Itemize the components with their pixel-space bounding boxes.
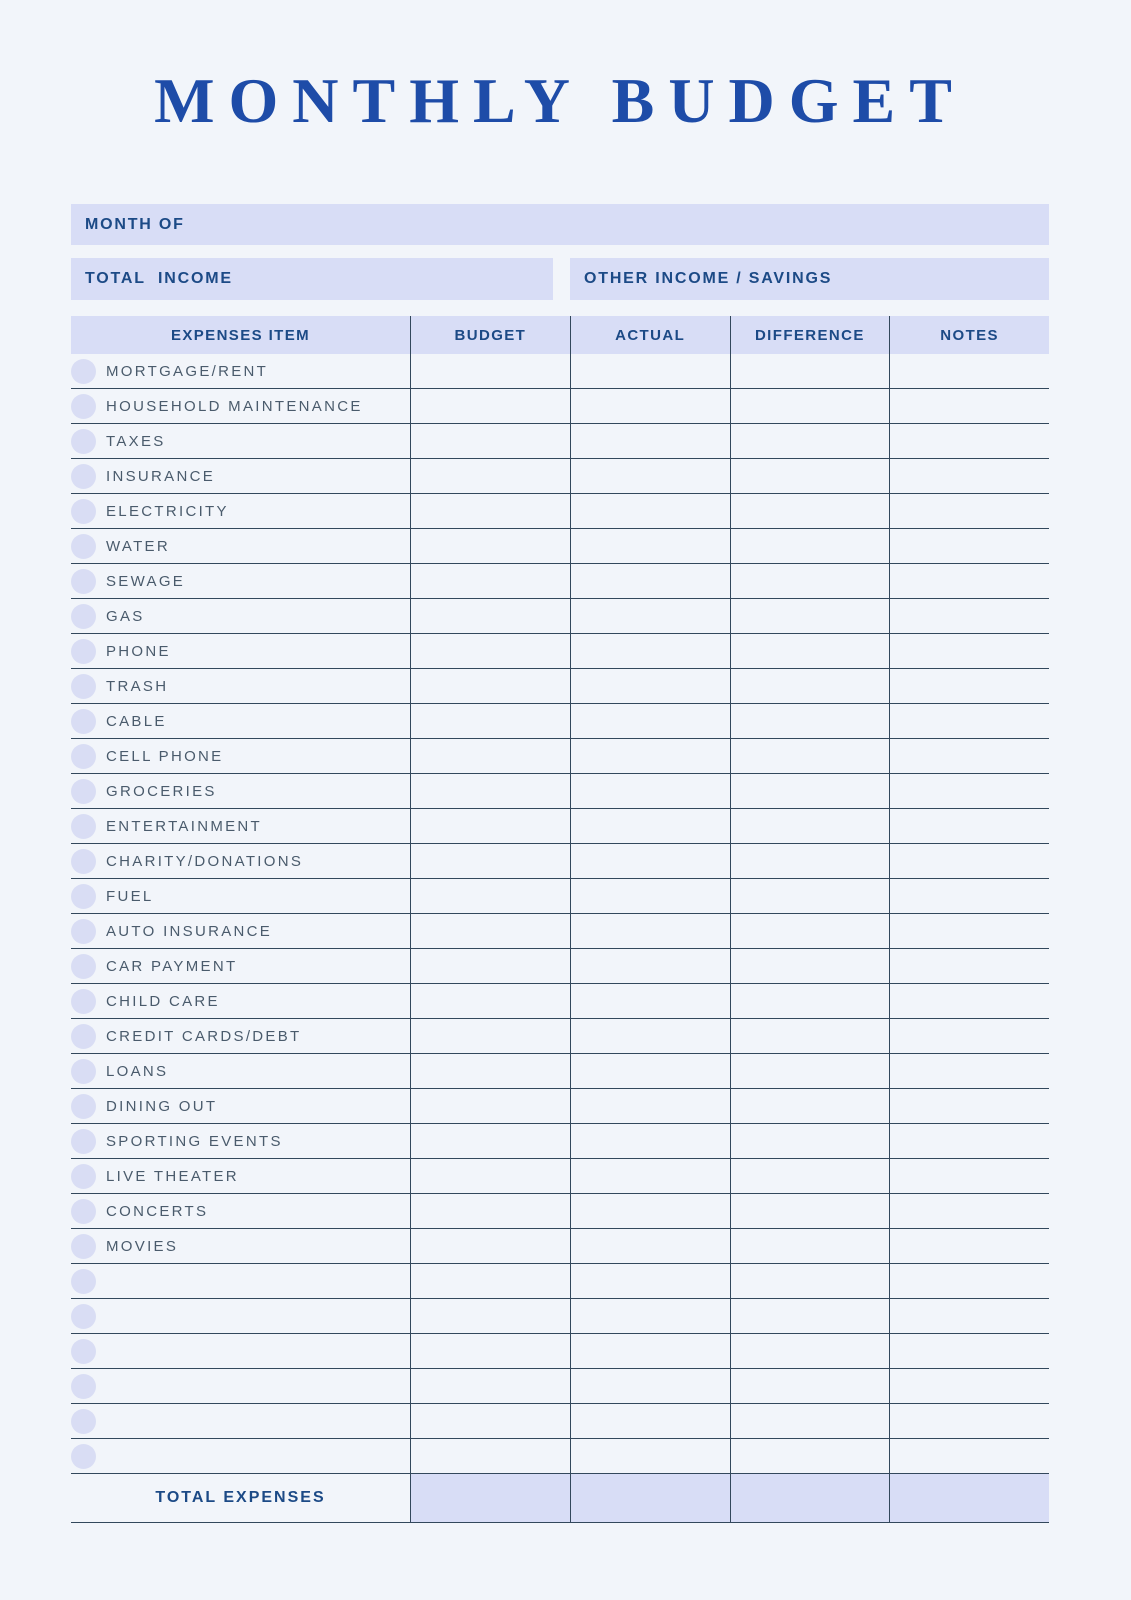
bullet-icon <box>71 744 96 769</box>
expense-item-cell <box>71 809 410 843</box>
expense-row <box>71 844 1049 879</box>
expense-item-cell <box>71 774 410 808</box>
page-title: MONTHLY BUDGET <box>154 65 966 136</box>
notes-cell[interactable] <box>889 984 1049 1018</box>
notes-cell[interactable] <box>889 774 1049 808</box>
actual-cell[interactable] <box>570 1264 730 1298</box>
empty-expense-item-cell[interactable] <box>71 1369 410 1403</box>
expense-item-cell <box>71 599 410 633</box>
expense-item-label: SPORTING EVENTS <box>106 1132 283 1150</box>
budget-cell[interactable] <box>410 1054 570 1088</box>
expense-row <box>71 774 1049 809</box>
actual-cell[interactable] <box>570 354 730 388</box>
expense-row <box>71 809 1049 844</box>
header-actual: ACTUAL <box>570 316 730 354</box>
expense-item-label: INSURANCE <box>106 467 216 485</box>
difference-cell[interactable] <box>730 1229 890 1263</box>
total-income-label: TOTAL INCOME <box>85 270 233 287</box>
expense-row <box>71 1369 1049 1404</box>
bullet-icon <box>71 534 96 559</box>
header-expenses-item: EXPENSES ITEM <box>170 326 311 344</box>
expense-item-label: ENTERTAINMENT <box>106 817 263 835</box>
total-difference-cell[interactable] <box>730 1474 890 1522</box>
bullet-icon <box>71 1024 96 1049</box>
actual-cell[interactable] <box>570 1439 730 1473</box>
actual-cell[interactable] <box>570 1159 730 1193</box>
actual-cell[interactable] <box>570 1054 730 1088</box>
actual-cell[interactable] <box>570 1404 730 1438</box>
empty-expense-item-cell[interactable] <box>71 1439 410 1473</box>
actual-cell[interactable] <box>570 1334 730 1368</box>
expense-row <box>71 1124 1049 1159</box>
expense-row <box>71 529 1049 564</box>
notes-cell[interactable] <box>889 529 1049 563</box>
difference-cell[interactable] <box>730 1299 890 1333</box>
budget-cell[interactable] <box>410 389 570 423</box>
notes-cell[interactable] <box>889 844 1049 878</box>
actual-cell[interactable] <box>570 529 730 563</box>
expense-item-label: MORTGAGE/RENT <box>106 362 269 380</box>
expense-row <box>71 354 1049 389</box>
notes-cell[interactable] <box>889 459 1049 493</box>
difference-cell[interactable] <box>730 634 890 668</box>
expense-row <box>71 424 1049 459</box>
notes-cell[interactable] <box>889 1369 1049 1403</box>
actual-cell[interactable] <box>570 704 730 738</box>
actual-cell[interactable] <box>570 879 730 913</box>
notes-cell[interactable] <box>889 1299 1049 1333</box>
difference-cell[interactable] <box>730 1369 890 1403</box>
notes-cell[interactable] <box>889 669 1049 703</box>
budget-cell[interactable] <box>410 984 570 1018</box>
actual-cell[interactable] <box>570 949 730 983</box>
actual-cell[interactable] <box>570 1089 730 1123</box>
expense-item-label: GAS <box>106 607 145 625</box>
header-notes: NOTES <box>889 316 1049 354</box>
expense-row <box>71 634 1049 669</box>
actual-cell[interactable] <box>570 424 730 458</box>
expense-row <box>71 704 1049 739</box>
notes-cell[interactable] <box>889 739 1049 773</box>
notes-cell[interactable] <box>889 564 1049 598</box>
actual-cell[interactable] <box>570 914 730 948</box>
expense-item-label: CHILD CARE <box>106 992 220 1010</box>
expense-item-label: LIVE THEATER <box>106 1167 239 1185</box>
expense-item-label: CABLE <box>106 712 167 730</box>
expense-item-cell <box>71 1019 410 1053</box>
bullet-icon <box>71 499 96 524</box>
expense-item-cell <box>71 914 410 948</box>
budget-cell[interactable] <box>410 1439 570 1473</box>
difference-cell[interactable] <box>730 1159 890 1193</box>
difference-cell[interactable] <box>730 354 890 388</box>
notes-cell[interactable] <box>889 1334 1049 1368</box>
difference-cell[interactable] <box>730 529 890 563</box>
notes-cell[interactable] <box>889 389 1049 423</box>
notes-cell[interactable] <box>889 1264 1049 1298</box>
expense-row <box>71 1159 1049 1194</box>
budget-cell[interactable] <box>410 1264 570 1298</box>
difference-cell[interactable] <box>730 1264 890 1298</box>
notes-cell[interactable] <box>889 1019 1049 1053</box>
bullet-icon <box>71 919 96 944</box>
actual-cell[interactable] <box>570 599 730 633</box>
bullet-icon <box>71 1059 96 1084</box>
budget-cell[interactable] <box>410 459 570 493</box>
budget-cell[interactable] <box>410 1194 570 1228</box>
notes-cell[interactable] <box>889 1124 1049 1158</box>
notes-cell[interactable] <box>889 1229 1049 1263</box>
notes-cell[interactable] <box>889 354 1049 388</box>
notes-cell[interactable] <box>889 424 1049 458</box>
expense-row <box>71 494 1049 529</box>
bullet-icon <box>71 1164 96 1189</box>
income-section <box>71 258 1049 300</box>
expense-item-cell <box>71 949 410 983</box>
actual-cell[interactable] <box>570 1124 730 1158</box>
header-budget: BUDGET <box>410 316 570 354</box>
expense-item-label: AUTO INSURANCE <box>106 922 273 940</box>
expense-row <box>71 564 1049 599</box>
budget-cell[interactable] <box>410 669 570 703</box>
other-income-savings-label: OTHER INCOME / SAVINGS <box>584 270 833 287</box>
budget-cell[interactable] <box>410 1159 570 1193</box>
expense-item-cell <box>71 1194 410 1228</box>
actual-cell[interactable] <box>570 564 730 598</box>
actual-cell[interactable] <box>570 389 730 423</box>
difference-cell[interactable] <box>730 459 890 493</box>
budget-cell[interactable] <box>410 914 570 948</box>
notes-cell[interactable] <box>889 914 1049 948</box>
expense-row <box>71 914 1049 949</box>
empty-expense-item-cell[interactable] <box>71 1264 410 1298</box>
bullet-icon <box>71 359 96 384</box>
budget-cell[interactable] <box>410 739 570 773</box>
budget-cell[interactable] <box>410 424 570 458</box>
total-expenses-label: TOTAL EXPENSES <box>155 1489 326 1506</box>
bullet-icon <box>71 884 96 909</box>
expenses-table-body <box>71 354 1049 1474</box>
expense-item-label: CELL PHONE <box>106 747 224 765</box>
actual-cell[interactable] <box>570 1299 730 1333</box>
expense-row <box>71 949 1049 984</box>
actual-cell[interactable] <box>570 1369 730 1403</box>
budget-cell[interactable] <box>410 809 570 843</box>
budget-cell[interactable] <box>410 1299 570 1333</box>
bullet-icon <box>71 814 96 839</box>
budget-cell[interactable] <box>410 1404 570 1438</box>
total-expenses-row <box>71 1474 1049 1523</box>
expense-row <box>71 984 1049 1019</box>
expense-item-cell <box>71 1159 410 1193</box>
expense-row <box>71 1264 1049 1299</box>
expense-item-cell <box>71 389 410 423</box>
actual-cell[interactable] <box>570 844 730 878</box>
bullet-icon <box>71 1444 96 1469</box>
difference-cell[interactable] <box>730 1439 890 1473</box>
budget-cell[interactable] <box>410 879 570 913</box>
expense-item-cell <box>71 1124 410 1158</box>
expense-row <box>71 1194 1049 1229</box>
other-income-savings-bar <box>570 258 1049 300</box>
bullet-icon <box>71 394 96 419</box>
bullet-icon <box>71 1269 96 1294</box>
other-income-savings-input-area[interactable] <box>832 258 1049 300</box>
expense-item-cell <box>71 1089 410 1123</box>
expense-item-cell <box>71 1054 410 1088</box>
difference-cell[interactable] <box>730 704 890 738</box>
expense-item-cell <box>71 879 410 913</box>
actual-cell[interactable] <box>570 634 730 668</box>
bullet-icon <box>71 849 96 874</box>
month-of-label: MONTH OF <box>85 215 185 233</box>
expense-item-label: LOANS <box>106 1062 169 1080</box>
expenses-table-header <box>71 316 1049 354</box>
budget-cell[interactable] <box>410 564 570 598</box>
notes-cell[interactable] <box>889 494 1049 528</box>
expense-item-label: HOUSEHOLD MAINTENANCE <box>106 397 363 415</box>
month-of-input-area[interactable] <box>185 204 1049 245</box>
expense-item-label: ELECTRICITY <box>106 502 229 520</box>
difference-cell[interactable] <box>730 1404 890 1438</box>
expense-row <box>71 1334 1049 1369</box>
expense-item-label: SEWAGE <box>106 572 186 590</box>
budget-cell[interactable] <box>410 1019 570 1053</box>
total-budget-cell[interactable] <box>410 1474 570 1522</box>
difference-cell[interactable] <box>730 949 890 983</box>
expenses-table <box>71 316 1049 1523</box>
notes-cell[interactable] <box>889 599 1049 633</box>
empty-expense-item-cell[interactable] <box>71 1334 410 1368</box>
difference-cell[interactable] <box>730 879 890 913</box>
notes-cell[interactable] <box>889 1159 1049 1193</box>
expense-row <box>71 1089 1049 1124</box>
actual-cell[interactable] <box>570 809 730 843</box>
expense-item-cell <box>71 459 410 493</box>
expense-item-cell <box>71 669 410 703</box>
bullet-icon <box>71 954 96 979</box>
expense-row <box>71 599 1049 634</box>
expense-item-cell <box>71 1229 410 1263</box>
expense-row <box>71 459 1049 494</box>
bullet-icon <box>71 1374 96 1399</box>
budget-cell[interactable] <box>410 1334 570 1368</box>
bullet-icon <box>71 429 96 454</box>
expense-item-label: WATER <box>106 537 170 555</box>
budget-cell[interactable] <box>410 844 570 878</box>
expense-row <box>71 1054 1049 1089</box>
difference-cell[interactable] <box>730 494 890 528</box>
expense-item-cell <box>71 634 410 668</box>
expense-item-cell <box>71 564 410 598</box>
notes-cell[interactable] <box>889 634 1049 668</box>
difference-cell[interactable] <box>730 739 890 773</box>
expense-item-cell <box>71 844 410 878</box>
expense-row <box>71 739 1049 774</box>
expense-item-cell <box>71 354 410 388</box>
empty-expense-item-cell[interactable] <box>71 1299 410 1333</box>
notes-cell[interactable] <box>889 1404 1049 1438</box>
actual-cell[interactable] <box>570 1229 730 1263</box>
notes-cell[interactable] <box>889 1439 1049 1473</box>
expense-item-cell <box>71 704 410 738</box>
difference-cell[interactable] <box>730 774 890 808</box>
total-income-bar <box>71 258 553 300</box>
budget-cell[interactable] <box>410 1089 570 1123</box>
bullet-icon <box>71 709 96 734</box>
bullet-icon <box>71 1094 96 1119</box>
expense-item-label: TAXES <box>106 432 166 450</box>
expense-row <box>71 1299 1049 1334</box>
bullet-icon <box>71 779 96 804</box>
difference-cell[interactable] <box>730 844 890 878</box>
difference-cell[interactable] <box>730 1054 890 1088</box>
expense-item-label: FUEL <box>106 887 154 905</box>
expense-item-cell <box>71 984 410 1018</box>
total-actual-cell[interactable] <box>570 1474 730 1522</box>
bullet-icon <box>71 569 96 594</box>
actual-cell[interactable] <box>570 739 730 773</box>
notes-cell[interactable] <box>889 1054 1049 1088</box>
budget-cell[interactable] <box>410 494 570 528</box>
bullet-icon <box>71 1234 96 1259</box>
budget-cell[interactable] <box>410 634 570 668</box>
difference-cell[interactable] <box>730 564 890 598</box>
expense-row <box>71 669 1049 704</box>
difference-cell[interactable] <box>730 669 890 703</box>
expense-row <box>71 1229 1049 1264</box>
actual-cell[interactable] <box>570 984 730 1018</box>
budget-cell[interactable] <box>410 774 570 808</box>
empty-expense-item-cell[interactable] <box>71 1404 410 1438</box>
bullet-icon <box>71 639 96 664</box>
total-income-input-area[interactable] <box>233 258 553 300</box>
expense-row <box>71 879 1049 914</box>
notes-cell[interactable] <box>889 1194 1049 1228</box>
bullet-icon <box>71 1339 96 1364</box>
expense-item-cell <box>71 424 410 458</box>
expense-row <box>71 389 1049 424</box>
difference-cell[interactable] <box>730 809 890 843</box>
actual-cell[interactable] <box>570 1019 730 1053</box>
budget-cell[interactable] <box>410 704 570 738</box>
expense-item-label: GROCERIES <box>106 782 217 800</box>
notes-cell[interactable] <box>889 704 1049 738</box>
expense-row <box>71 1019 1049 1054</box>
budget-cell[interactable] <box>410 1369 570 1403</box>
notes-cell[interactable] <box>889 879 1049 913</box>
notes-cell[interactable] <box>889 949 1049 983</box>
difference-cell[interactable] <box>730 389 890 423</box>
total-notes-cell[interactable] <box>889 1474 1049 1522</box>
budget-cell[interactable] <box>410 354 570 388</box>
bullet-icon <box>71 604 96 629</box>
difference-cell[interactable] <box>730 1089 890 1123</box>
expense-item-label: CHARITY/DONATIONS <box>106 852 304 870</box>
bullet-icon <box>71 1199 96 1224</box>
expense-row <box>71 1404 1049 1439</box>
budget-cell[interactable] <box>410 1229 570 1263</box>
expense-item-label: TRASH <box>106 677 169 695</box>
budget-cell[interactable] <box>410 1124 570 1158</box>
actual-cell[interactable] <box>570 1194 730 1228</box>
actual-cell[interactable] <box>570 669 730 703</box>
expense-item-label: CONCERTS <box>106 1202 209 1220</box>
difference-cell[interactable] <box>730 424 890 458</box>
budget-cell[interactable] <box>410 529 570 563</box>
difference-cell[interactable] <box>730 1124 890 1158</box>
difference-cell[interactable] <box>730 984 890 1018</box>
expense-row <box>71 1439 1049 1474</box>
difference-cell[interactable] <box>730 1194 890 1228</box>
expense-item-label: DINING OUT <box>106 1097 218 1115</box>
bullet-icon <box>71 989 96 1014</box>
expense-item-cell <box>71 529 410 563</box>
notes-cell[interactable] <box>889 1089 1049 1123</box>
bullet-icon <box>71 1129 96 1154</box>
actual-cell[interactable] <box>570 459 730 493</box>
difference-cell[interactable] <box>730 1019 890 1053</box>
expense-item-cell <box>71 494 410 528</box>
bullet-icon <box>71 1409 96 1434</box>
header-difference: DIFFERENCE <box>730 316 890 354</box>
difference-cell[interactable] <box>730 914 890 948</box>
expense-item-label: CREDIT CARDS/DEBT <box>106 1027 302 1045</box>
expense-item-label: MOVIES <box>106 1237 179 1255</box>
budget-cell[interactable] <box>410 599 570 633</box>
expense-item-label: CAR PAYMENT <box>106 957 238 975</box>
budget-cell[interactable] <box>410 949 570 983</box>
actual-cell[interactable] <box>570 494 730 528</box>
difference-cell[interactable] <box>730 1334 890 1368</box>
expense-item-label: PHONE <box>106 642 171 660</box>
actual-cell[interactable] <box>570 774 730 808</box>
bullet-icon <box>71 464 96 489</box>
month-of-bar <box>71 204 1049 245</box>
notes-cell[interactable] <box>889 809 1049 843</box>
bullet-icon <box>71 1304 96 1329</box>
bullet-icon <box>71 674 96 699</box>
expense-item-cell <box>71 739 410 773</box>
difference-cell[interactable] <box>730 599 890 633</box>
